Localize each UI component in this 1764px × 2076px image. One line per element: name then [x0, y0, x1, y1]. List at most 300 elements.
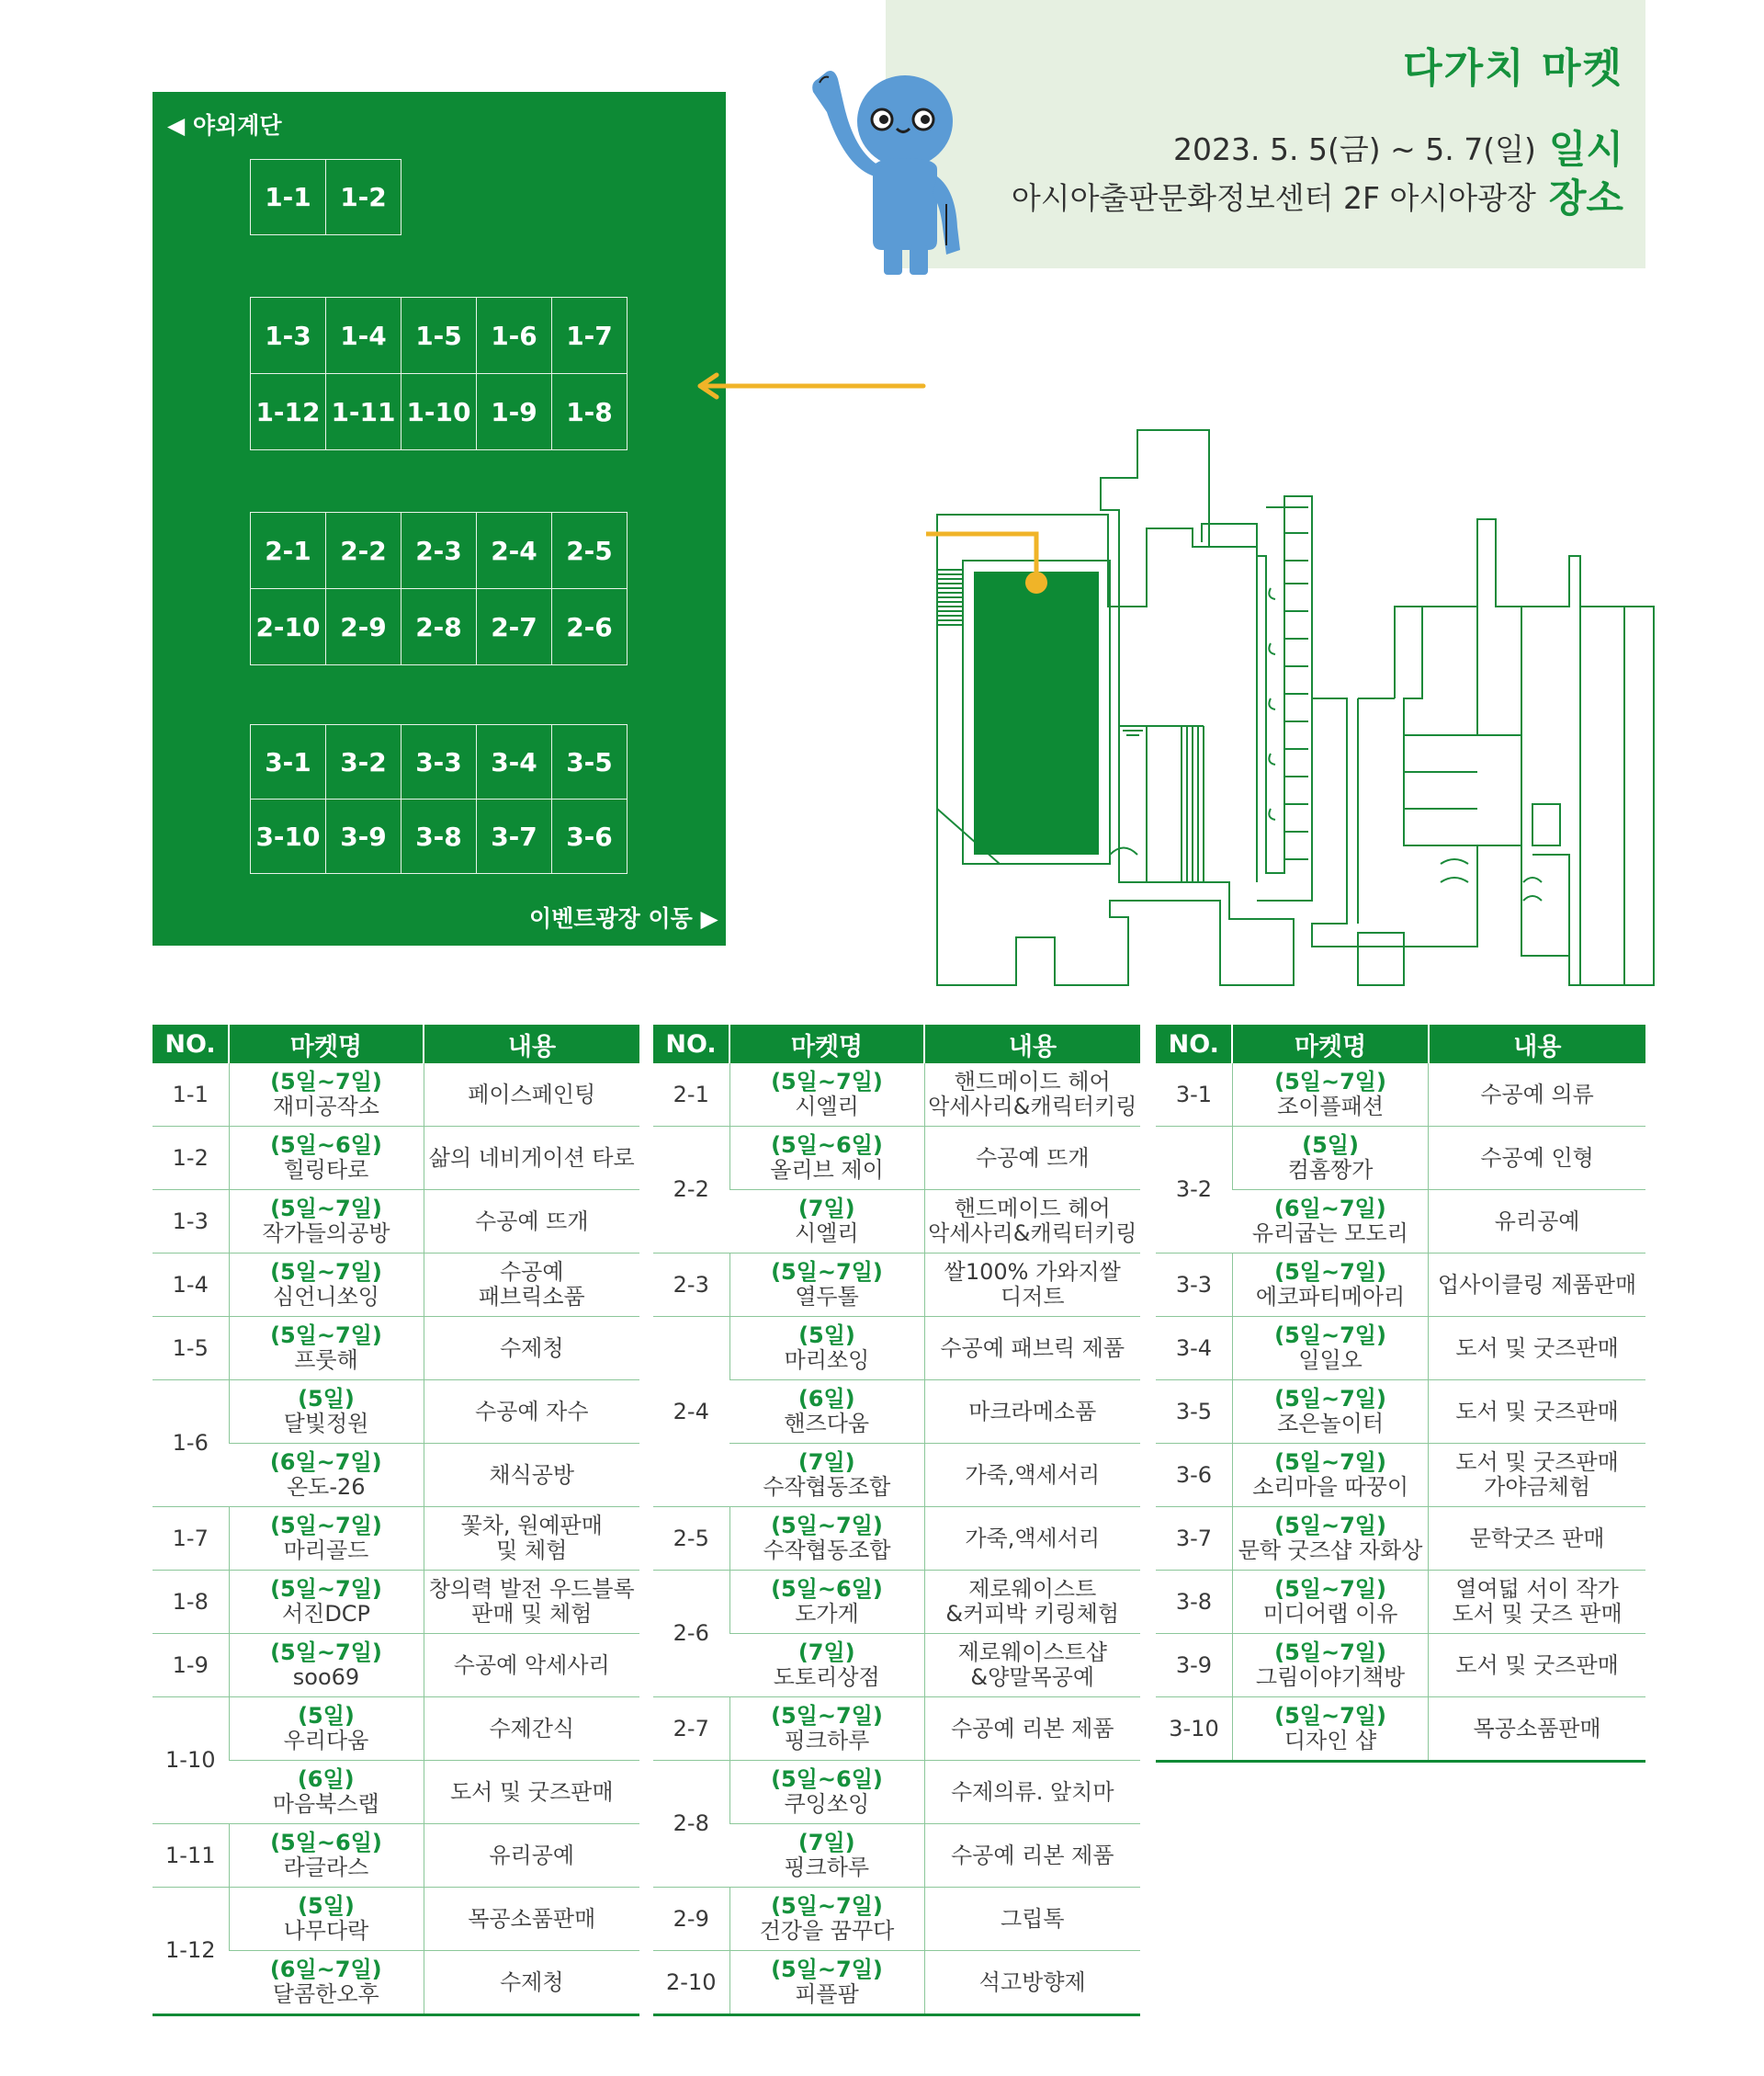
table-row [653, 1317, 1140, 1380]
booth-number: 2-6 [653, 1571, 729, 1697]
table-row [153, 1317, 639, 1380]
market-content: 목공소품판매 [1473, 1715, 1601, 1741]
booth-number: 3-9 [1156, 1634, 1232, 1697]
table-header-cell: NO. [1156, 1025, 1232, 1063]
market-period: (5일~7일) [771, 1893, 883, 1919]
table-header-cell: 내용 [424, 1025, 639, 1063]
market-period: (6일~7일) [1273, 1196, 1386, 1221]
market-name-cell [729, 1571, 924, 1634]
market-name: 조이플패션 [1277, 1094, 1385, 1119]
table-row [653, 1697, 1140, 1761]
booth-cell[interactable]: 3-8 [401, 800, 477, 874]
market-name: 시엘리 [794, 1220, 859, 1246]
table-row [653, 1761, 1140, 1824]
market-content-cell [424, 1824, 639, 1888]
market-content: 유리공예 [489, 1842, 575, 1868]
booth-cell[interactable]: 1-11 [326, 374, 401, 450]
market-content-cell [924, 1380, 1140, 1444]
market-content-cell [424, 1507, 639, 1571]
booth-cell[interactable]: 2-8 [401, 589, 477, 665]
market-content-cell [424, 1951, 639, 2015]
market-name-cell [229, 1127, 424, 1190]
market-name-cell [229, 1888, 424, 1951]
market-content: 목공소품판매 [468, 1905, 596, 1932]
market-period: (5일~7일) [270, 1259, 382, 1285]
location-marker [1025, 572, 1047, 594]
market-name: 서진DCP [281, 1601, 371, 1627]
market-content: 페이스페인팅 [468, 1081, 596, 1107]
market-content: 수공예 뜨개 [975, 1144, 1090, 1171]
market-period: (6일~7일) [269, 1449, 382, 1475]
market-content-cell [924, 1063, 1140, 1127]
market-content-cell [424, 1888, 639, 1951]
market-content: 수제청 [499, 1968, 564, 1995]
outdoor-stairs-link[interactable]: ◀ 야외계단 [167, 112, 282, 139]
booth-number: 2-2 [653, 1127, 729, 1254]
market-period: (5일~7일) [771, 1259, 883, 1285]
table-row [1156, 1127, 1645, 1190]
market-content-cell [924, 1761, 1140, 1824]
market-content-cell [424, 1571, 639, 1634]
market-name-cell [229, 1571, 424, 1634]
booth-cell[interactable]: 2-4 [477, 513, 552, 589]
booth-cell[interactable]: 2-5 [552, 513, 628, 589]
market-content-cell [424, 1761, 639, 1824]
booth-cell[interactable]: 2-1 [251, 513, 326, 589]
market-name: 쿠잉쏘잉 [784, 1791, 870, 1817]
market-name: 건강을 꿈꾸다 [759, 1918, 895, 1944]
table-row [653, 1888, 1140, 1951]
market-content: 수공예 패브릭소품 [478, 1259, 585, 1310]
market-name-cell [229, 1697, 424, 1761]
market-name: 달빛정원 [283, 1411, 369, 1436]
table-row [153, 1254, 639, 1317]
market-period: (5일~7일) [1274, 1259, 1386, 1285]
table-row [1156, 1380, 1645, 1444]
market-period: (5일) [298, 1893, 355, 1919]
market-name: 컴홈짱가 [1287, 1157, 1374, 1183]
market-name-cell [229, 1761, 424, 1824]
market-table-3 [1156, 1025, 1645, 1763]
market-content: 수공예 의류 [1480, 1081, 1594, 1107]
booth-number: 2-7 [653, 1697, 729, 1761]
market-content: 핸드메이드 헤어 악세사리&캐릭터키링 [928, 1069, 1137, 1119]
table-header-cell: 마켓명 [229, 1025, 424, 1063]
market-name: 수작협동조합 [763, 1474, 891, 1500]
table-header-cell: 내용 [1429, 1025, 1645, 1063]
market-title: 다가치 마켓 [1403, 45, 1623, 92]
booth-cell[interactable]: 2-2 [326, 513, 401, 589]
market-name-cell [729, 1127, 924, 1190]
booth-number: 2-10 [653, 1951, 729, 2015]
table-row [153, 1824, 639, 1888]
market-name-cell [1232, 1190, 1428, 1254]
market-period: (5일~7일) [1274, 1322, 1386, 1348]
booth-cell[interactable]: 1-2 [326, 160, 401, 235]
booth-number: 1-8 [153, 1571, 229, 1634]
market-content-cell [1429, 1507, 1645, 1571]
market-content: 석고방향제 [978, 1968, 1086, 1995]
market-period: (5일~6일) [270, 1132, 382, 1158]
booth-cell[interactable]: 1-9 [477, 374, 552, 450]
table-row [1156, 1254, 1645, 1317]
market-period: (5일~7일) [1274, 1639, 1386, 1665]
booth-cell[interactable]: 1-10 [401, 374, 477, 450]
market-content: 수공예 패브릭 제품 [940, 1334, 1125, 1361]
market-content-cell [924, 1254, 1140, 1317]
booth-block-2 [250, 297, 628, 450]
market-name-cell [729, 1761, 924, 1824]
market-name: 심언니쏘잉 [273, 1284, 379, 1310]
table-header-cell: NO. [153, 1025, 229, 1063]
market-content: 가죽,액세서리 [965, 1525, 1101, 1551]
booth-cell[interactable]: 2-10 [251, 589, 326, 665]
table-row [153, 1888, 639, 1951]
booth-cell[interactable]: 1-1 [251, 160, 326, 235]
market-content-cell [1429, 1380, 1645, 1444]
market-content-cell [1429, 1127, 1645, 1190]
market-period: (7일) [797, 1639, 855, 1665]
market-period: (5일~7일) [771, 1703, 883, 1729]
booth-number: 2-9 [653, 1888, 729, 1951]
date-value: 2023. 5. 5(금) ~ 5. 7(일) [1173, 131, 1536, 167]
booth-cell[interactable]: 2-9 [326, 589, 401, 665]
market-name: 수작협동조합 [763, 1537, 891, 1563]
market-content: 꽃차, 원예판매 및 체험 [460, 1513, 603, 1563]
market-period: (5일~7일) [1274, 1386, 1386, 1412]
market-name-cell [1232, 1444, 1428, 1507]
market-period: (5일) [298, 1703, 355, 1729]
booth-number: 1-11 [153, 1824, 229, 1888]
booth-number: 3-8 [1156, 1571, 1232, 1634]
market-content-cell [924, 1507, 1140, 1571]
booth-cell[interactable]: 3-6 [552, 800, 628, 874]
market-name-cell [229, 1317, 424, 1380]
market-name-cell [1232, 1697, 1428, 1762]
market-period: (5일~7일) [1274, 1576, 1386, 1602]
table-row [653, 1507, 1140, 1571]
market-name: 일일오 [1298, 1347, 1363, 1373]
market-name-cell [729, 1380, 924, 1444]
market-content: 열여덟 서이 작가 도서 및 굿즈 판매 [1452, 1576, 1623, 1627]
booth-number: 2-4 [653, 1317, 729, 1507]
market-content-cell [924, 1951, 1140, 2015]
market-name: 작가들의공방 [262, 1220, 390, 1246]
market-content: 그립톡 [1000, 1905, 1065, 1932]
market-content-cell [1429, 1317, 1645, 1380]
table-row [1156, 1507, 1645, 1571]
market-period: (6일) [297, 1766, 355, 1792]
market-content-cell [924, 1888, 1140, 1951]
booth-number: 2-1 [653, 1063, 729, 1127]
table-header-cell: 내용 [924, 1025, 1140, 1063]
market-period: (5일~6일) [270, 1830, 382, 1855]
market-area [974, 572, 1099, 855]
booth-number: 3-1 [1156, 1063, 1232, 1127]
market-name: 미디어랩 이유 [1262, 1601, 1398, 1627]
market-name: 힐링타로 [283, 1157, 369, 1183]
market-content: 유리공예 [1494, 1208, 1580, 1234]
market-name-cell [1232, 1571, 1428, 1634]
market-content-cell [424, 1444, 639, 1507]
market-content-cell [1429, 1254, 1645, 1317]
market-content-cell [424, 1634, 639, 1697]
market-name-cell [729, 1317, 924, 1380]
booth-number: 1-5 [153, 1317, 229, 1380]
booth-number: 3-5 [1156, 1380, 1232, 1444]
booth-cell[interactable]: 3-1 [251, 725, 326, 800]
market-name-cell [1232, 1127, 1428, 1190]
table-row [653, 1571, 1140, 1634]
market-period: (5일~7일) [771, 1957, 883, 1982]
market-name: soo69 [292, 1664, 360, 1690]
market-name: 프룻해 [294, 1347, 358, 1373]
booth-cell[interactable]: 3-7 [477, 800, 552, 874]
market-period: (5일~6일) [771, 1766, 883, 1792]
date-label: 일시 [1548, 127, 1623, 172]
market-content: 핸드메이드 헤어 악세사리&캐릭터키링 [928, 1196, 1137, 1246]
market-content: 도서 및 굿즈판매 [449, 1778, 614, 1805]
booth-number: 3-6 [1156, 1444, 1232, 1507]
market-name-cell [229, 1254, 424, 1317]
market-content: 도서 및 굿즈판매 [1455, 1651, 1619, 1678]
market-content-cell [924, 1697, 1140, 1761]
booth-block-3 [250, 512, 628, 665]
market-content-cell [424, 1190, 639, 1254]
market-period: (7일) [797, 1449, 855, 1475]
booth-cell[interactable]: 2-3 [401, 513, 477, 589]
market-name-cell [1232, 1634, 1428, 1697]
market-name: 유리굽는 모도리 [1251, 1220, 1408, 1246]
market-content: 쌀100% 가와지쌀 디저트 [944, 1259, 1121, 1310]
market-name: 소리마을 따꿍이 [1252, 1474, 1409, 1500]
market-name-cell [229, 1190, 424, 1254]
booth-cell[interactable]: 3-4 [477, 725, 552, 800]
table-row [153, 1571, 639, 1634]
booth-cell[interactable]: 1-4 [326, 298, 401, 374]
market-content-cell [424, 1317, 639, 1380]
booth-number: 1-4 [153, 1254, 229, 1317]
market-content-cell [424, 1063, 639, 1127]
market-period: (5일) [298, 1386, 355, 1412]
market-name-cell [1232, 1317, 1428, 1380]
market-content: 제로웨이스트샵 &양말목공예 [957, 1639, 1107, 1690]
market-content-cell [424, 1380, 639, 1444]
table-row [653, 1063, 1140, 1127]
market-name: 나무다락 [283, 1918, 369, 1944]
market-period: (5일) [1302, 1132, 1359, 1158]
table-row [1156, 1697, 1645, 1762]
booth-number: 2-8 [653, 1761, 729, 1888]
market-name: 재미공작소 [273, 1094, 379, 1119]
event-plaza-link[interactable]: 이벤트광장 이동 ▶ [529, 905, 718, 932]
market-name-cell [729, 1190, 924, 1254]
booth-number: 1-1 [153, 1063, 229, 1127]
table-row [1156, 1571, 1645, 1634]
market-name-cell [729, 1697, 924, 1761]
place-label: 장소 [1548, 176, 1623, 221]
market-content-cell [1429, 1444, 1645, 1507]
booth-number: 2-5 [653, 1507, 729, 1571]
market-period: (5일~7일) [1274, 1703, 1386, 1729]
booth-cell[interactable]: 1-12 [251, 374, 326, 450]
market-content: 업사이클링 제품판매 [1437, 1271, 1637, 1298]
market-content-cell [924, 1317, 1140, 1380]
market-content: 수제간식 [489, 1715, 575, 1741]
market-name: 시엘리 [795, 1094, 859, 1119]
market-content-cell [1429, 1190, 1645, 1254]
market-period: (5일~7일) [270, 1322, 382, 1348]
market-content-cell [1429, 1697, 1645, 1762]
market-content: 수공예 뜨개 [474, 1208, 589, 1234]
market-name: 핸즈다움 [784, 1411, 870, 1436]
market-name-cell [229, 1507, 424, 1571]
market-name: 핑크하루 [784, 1728, 870, 1753]
market-name: 라글라스 [283, 1855, 369, 1880]
market-period: (5일) [798, 1322, 855, 1348]
market-content: 창의력 발전 우드블록 판매 및 체험 [428, 1576, 635, 1627]
booth-cell[interactable]: 1-7 [552, 298, 628, 374]
booth-cell[interactable]: 1-5 [401, 298, 477, 374]
market-content: 수공예 자수 [474, 1398, 589, 1424]
market-content: 수공예 리본 제품 [950, 1842, 1114, 1868]
market-content: 제로웨이스트 &커피박 키링체험 [945, 1576, 1120, 1627]
table-row [1156, 1634, 1645, 1697]
market-name-cell [229, 1824, 424, 1888]
market-period: (5일~7일) [1274, 1069, 1386, 1095]
table-row [153, 1634, 639, 1697]
market-content: 도서 및 굿즈판매 [1455, 1398, 1619, 1424]
market-content: 수공예 악세사리 [453, 1651, 610, 1678]
market-name-cell [1232, 1380, 1428, 1444]
market-name-cell [229, 1380, 424, 1444]
market-period: (6일~7일) [269, 1957, 382, 1982]
table-row [1156, 1444, 1645, 1507]
booth-number: 3-3 [1156, 1254, 1232, 1317]
market-name-cell [1232, 1063, 1428, 1127]
booth-number: 3-10 [1156, 1697, 1232, 1762]
market-period: (5일~7일) [771, 1069, 883, 1095]
table-header-cell: NO. [653, 1025, 729, 1063]
table-row [153, 1507, 639, 1571]
booth-cell[interactable]: 3-10 [251, 800, 326, 874]
booth-block-1 [250, 159, 401, 235]
market-table-1 [153, 1025, 639, 2016]
market-period: (5일~6일) [771, 1576, 883, 1602]
market-content-cell [924, 1127, 1140, 1190]
booth-cell[interactable]: 1-6 [477, 298, 552, 374]
table-row [1156, 1317, 1645, 1380]
market-name-cell [729, 1824, 924, 1888]
market-name-cell [229, 1951, 424, 2015]
booth-number: 1-6 [153, 1380, 229, 1507]
table-row [153, 1063, 639, 1127]
booth-cell[interactable]: 2-6 [552, 589, 628, 665]
market-content: 가죽,액세서리 [965, 1461, 1101, 1488]
market-period: (5일~7일) [270, 1196, 382, 1221]
market-content-cell [424, 1697, 639, 1761]
table-row [653, 1951, 1140, 2015]
market-name: 핑크하루 [784, 1855, 870, 1880]
market-content: 수제의류. 앞치마 [950, 1778, 1114, 1805]
market-name: 우리다움 [283, 1728, 369, 1753]
market-content-cell [1429, 1063, 1645, 1127]
market-name: 디자인 샵 [1283, 1728, 1377, 1753]
booth-number: 3-2 [1156, 1127, 1232, 1254]
header-info-box [886, 0, 1645, 268]
market-name-cell [229, 1634, 424, 1697]
booth-cell[interactable]: 1-3 [251, 298, 326, 374]
market-name: 그림이야기책방 [1255, 1664, 1406, 1690]
market-content: 채식공방 [489, 1461, 575, 1488]
market-name-cell [729, 1951, 924, 2015]
market-name-cell [729, 1063, 924, 1127]
market-period: (5일~7일) [270, 1513, 382, 1538]
table-header-cell: 마켓명 [1232, 1025, 1428, 1063]
table-row [153, 1190, 639, 1254]
market-name: 마리골드 [283, 1537, 369, 1563]
market-content: 수공예 인형 [1480, 1144, 1594, 1171]
booth-number: 1-9 [153, 1634, 229, 1697]
market-content: 문학굿즈 판매 [1469, 1525, 1605, 1551]
market-name-cell [1232, 1254, 1428, 1317]
market-period: (5일~7일) [771, 1513, 883, 1538]
market-content-cell [924, 1444, 1140, 1507]
market-name-cell [229, 1063, 424, 1127]
market-content-cell [1429, 1571, 1645, 1634]
market-content: 삶의 네비게이션 타로 [428, 1144, 635, 1171]
market-name-cell [729, 1634, 924, 1697]
market-name-cell [729, 1444, 924, 1507]
market-period: (5일~7일) [1274, 1513, 1386, 1538]
market-period: (5일~6일) [771, 1132, 883, 1158]
booth-cell[interactable]: 2-7 [477, 589, 552, 665]
booth-block-4 [250, 724, 628, 874]
table-row [153, 1697, 639, 1761]
market-period: (6일) [797, 1386, 855, 1412]
market-content-cell [1429, 1634, 1645, 1697]
market-name: 도토리상점 [773, 1664, 880, 1690]
booth-cell[interactable]: 1-8 [552, 374, 628, 450]
market-name: 에코파티메아리 [1255, 1284, 1406, 1310]
market-period: (5일~7일) [270, 1639, 382, 1665]
booth-cell[interactable]: 3-5 [552, 725, 628, 800]
market-name: 도가게 [795, 1601, 859, 1627]
table-row [653, 1254, 1140, 1317]
booth-number: 1-12 [153, 1888, 229, 2015]
market-period: (7일) [797, 1196, 855, 1221]
market-content: 수공예 리본 제품 [950, 1715, 1114, 1741]
booth-cell[interactable]: 3-9 [326, 800, 401, 874]
market-period: (5일~7일) [270, 1576, 382, 1602]
market-content: 도서 및 굿즈판매 가야금체험 [1455, 1449, 1619, 1500]
booth-cell[interactable]: 3-2 [326, 725, 401, 800]
market-content: 도서 및 굿즈판매 [1455, 1334, 1619, 1361]
booth-number: 1-3 [153, 1190, 229, 1254]
booth-cell[interactable]: 3-3 [401, 725, 477, 800]
market-name: 마리쏘잉 [784, 1347, 870, 1373]
booth-number: 3-7 [1156, 1507, 1232, 1571]
table-row [653, 1127, 1140, 1190]
market-name-cell [729, 1254, 924, 1317]
market-name: 마음북스랩 [272, 1791, 379, 1817]
market-name: 달콤한오후 [272, 1981, 379, 2007]
market-content-cell [924, 1571, 1140, 1634]
date-line [1173, 119, 1623, 175]
table-header-cell: 마켓명 [729, 1025, 924, 1063]
market-content-cell [424, 1127, 639, 1190]
market-name: 온도-26 [286, 1474, 366, 1500]
